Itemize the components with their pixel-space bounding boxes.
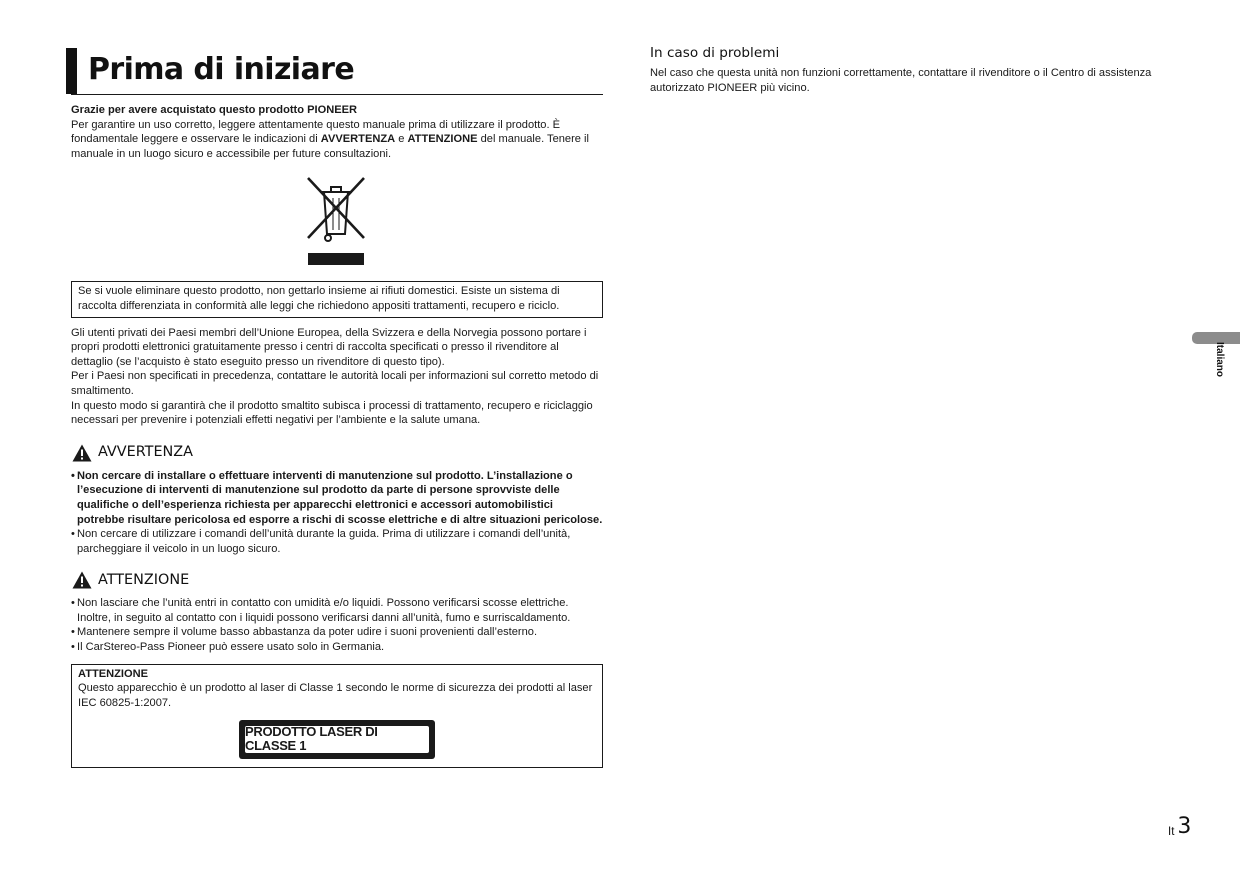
right-column — [650, 44, 1190, 95]
weee-bin-icon — [304, 176, 370, 266]
intro-text-part2: e — [395, 133, 408, 146]
eu-paragraph-2: Per i Paesi non specificati in precedenza, contattare le autorità locali per informazioni sul corretto metodo di smaltimento. — [71, 370, 599, 397]
page-title: Prima di iniziare — [88, 52, 355, 87]
eu-paragraph-3: In questo modo si garantirà che il prodotto smaltito subisca i processi di trattamento, recupero e riciclaggio necessari per prevenire i potenziali effetti negativi per l’ambiente e la salute umana. — [71, 399, 593, 427]
disposal-notice-box — [71, 281, 603, 317]
caution-heading — [71, 570, 603, 590]
laser-notice-text: Questo apparecchio è un prodotto al laser di Classe 1 secondo le norme di sicurezza dei prodotti al laser IEC 60825-1:2007. — [78, 682, 593, 709]
intro-heading: Grazie per avere acquistato questo prodotto PIONEER — [71, 104, 358, 116]
warning-heading-label: AVVERTENZA — [98, 444, 194, 461]
language-tab-label: Italiano — [1214, 342, 1225, 378]
intro-text — [71, 118, 603, 162]
caution-list — [71, 596, 603, 654]
intro-text-part1: Per garantire un uso corretto, leggere attentamente questo manuale prima di utilizzare il prodotto. È fondamentale leggere e osservare le indicazioni di — [71, 118, 561, 146]
warning-list — [71, 469, 603, 557]
laser-class-label — [239, 720, 435, 759]
warning-heading — [71, 443, 603, 463]
caution-heading-label: ATTENZIONE — [98, 571, 190, 588]
troubleshooting-text: Nel caso che questa unità non funzioni correttamente, contattare il rivenditore o il Centro di assistenza autorizzato PIONEER più vicino. — [650, 67, 1152, 94]
caution-item-1: • Non lasciare che l’unità entri in contatto con umidità e/o liquidi. Possono verificarsi scosse elettriche. Inoltre, in seguito al contatto con i liquidi possono verificarsi danni all’unità, fumo e surriscaldamento. — [71, 596, 603, 625]
warning-item-2: • Non cercare di utilizzare i comandi dell’unità durante la guida. Prima di utilizzare i comandi dell’unità, parcheggiare il veicolo in un luogo sicuro. — [71, 527, 603, 556]
page-lang-code: It — [1168, 826, 1175, 838]
page-number — [1168, 811, 1191, 839]
intro-text-part3: del manuale. Tenere il manuale in un luogo sicuro e accessibile per future consultazioni. — [71, 133, 589, 160]
warning-item-1: • Non cercare di installare o effettuare interventi di manutenzione sul prodotto. L’installazione o l’esecuzione di interventi di manutenzione sul prodotto da parte di persone sprovviste delle qualifiche o dell’esperienza richiesta per apparecchi elettronici e accessori automobilistici potrebbe risultare pericolosa ed esporre a rischi di scosse elettriche e di altre situazioni pericolose. — [71, 469, 603, 527]
title-block — [71, 46, 603, 95]
page-number-digit: 3 — [1177, 814, 1192, 839]
intro-text-bold-avvertenza: AVVERTENZA — [320, 133, 396, 146]
eu-paragraph-1: Gli utenti privati dei Paesi membri dell’Unione Europea, della Svizzera e della Norvegia possono portare i propri prodotti elettronici gratuitamente presso i centri di raccolta specificati o presso il rivenditore al dettaglio (se l’acquisto è stato eseguito presso un rivenditore di questo tipo). — [71, 326, 587, 368]
troubleshooting-heading: In caso di problemi — [650, 45, 780, 61]
disposal-notice-text: Se si vuole eliminare questo prodotto, non gettarlo insieme ai rifiuti domestici. Esiste un sistema di raccolta differenziata in conformità alle leggi che richiedono appositi trattamenti, recupero e riciclo. — [78, 285, 560, 312]
intro-text-bold-attenzione: ATTENZIONE — [407, 133, 478, 146]
laser-notice-box — [71, 664, 603, 768]
intro-section — [71, 103, 603, 161]
laser-class-label-text: PRODOTTO LASER DI CLASSE 1 — [245, 726, 429, 753]
left-column — [71, 46, 603, 768]
title-accent-bar — [66, 48, 77, 94]
caution-item-3: • Il CarStereo-Pass Pioneer può essere usato solo in Germania. — [71, 640, 603, 655]
caution-triangle-icon — [72, 571, 92, 589]
caution-item-2: • Mantenere sempre il volume basso abbastanza da poter udire i suoni provenienti dall’esterno. — [71, 625, 603, 640]
eu-disposal-info — [71, 326, 603, 428]
laser-notice-heading: ATTENZIONE — [78, 667, 149, 680]
warning-triangle-icon — [72, 444, 92, 462]
